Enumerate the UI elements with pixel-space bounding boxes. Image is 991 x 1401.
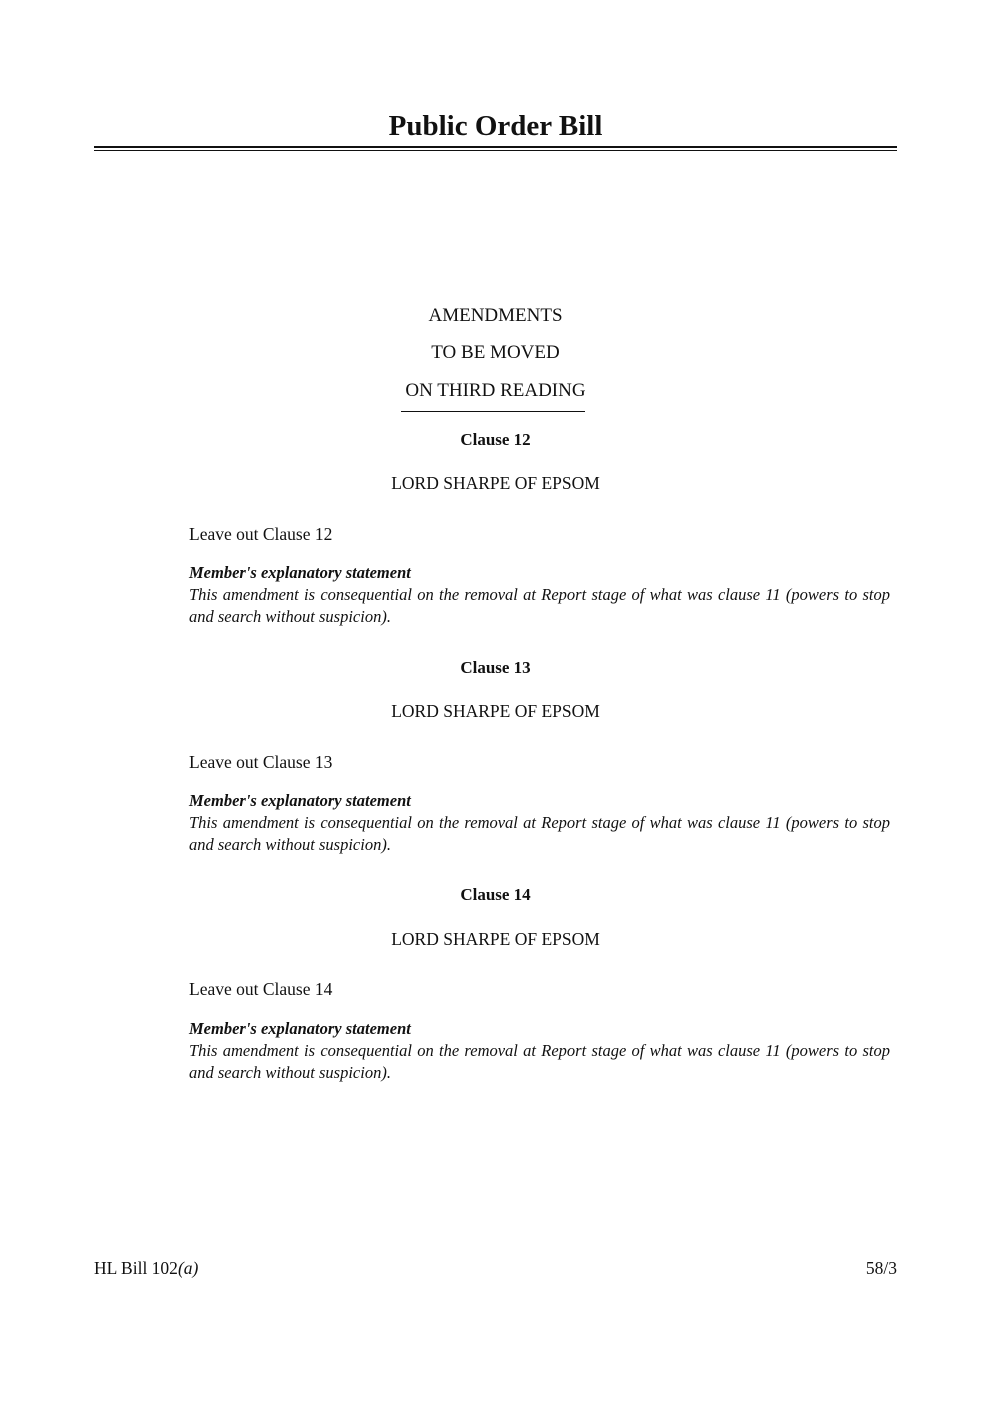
explanatory-statement: [189, 790, 890, 856]
footer-page-reference: 58/3: [865, 1258, 897, 1278]
title-rule-thin: [94, 150, 897, 151]
title-rule-thick: [94, 146, 897, 148]
clause-heading: Clause 14: [460, 885, 531, 904]
heading-line-to-be-moved: TO BE MOVED: [431, 342, 560, 363]
statement-label: Member's explanatory statement: [189, 791, 411, 810]
statement-label: Member's explanatory statement: [189, 563, 411, 582]
bill-number: HL Bill 102: [94, 1258, 178, 1278]
statement-text: This amendment is consequential on the removal at Report stage of what was clause 11 (powers to stop and search without suspicion).: [189, 585, 890, 626]
clause-heading: Clause 13: [460, 658, 531, 677]
bill-suffix: (a): [177, 1258, 199, 1278]
statement-text: This amendment is consequential on the removal at Report stage of what was clause 11 (powers to stop and search without suspicion).: [189, 813, 890, 854]
statement-label: Member's explanatory statement: [189, 1019, 411, 1038]
statement-text: This amendment is consequential on the removal at Report stage of what was clause 11 (powers to stop and search without suspicion).: [189, 1041, 890, 1082]
clause-heading: Clause 12: [460, 430, 531, 449]
explanatory-statement: [189, 1018, 890, 1084]
explanatory-statement: [189, 562, 890, 628]
member-name: LORD SHARPE OF EPSOM: [391, 929, 600, 949]
heading-rule: [401, 411, 585, 412]
amendment-text: Leave out Clause 12: [189, 524, 333, 544]
heading-line-third-reading: ON THIRD READING: [405, 380, 586, 401]
member-name: LORD SHARPE OF EPSOM: [391, 701, 600, 721]
heading-line-amendments: AMENDMENTS: [428, 305, 563, 326]
footer-bill-reference: [94, 1257, 198, 1279]
member-name: LORD SHARPE OF EPSOM: [391, 473, 600, 493]
amendment-text: Leave out Clause 14: [189, 979, 333, 999]
amendment-text: Leave out Clause 13: [189, 752, 333, 772]
page-title: Public Order Bill: [388, 110, 603, 142]
